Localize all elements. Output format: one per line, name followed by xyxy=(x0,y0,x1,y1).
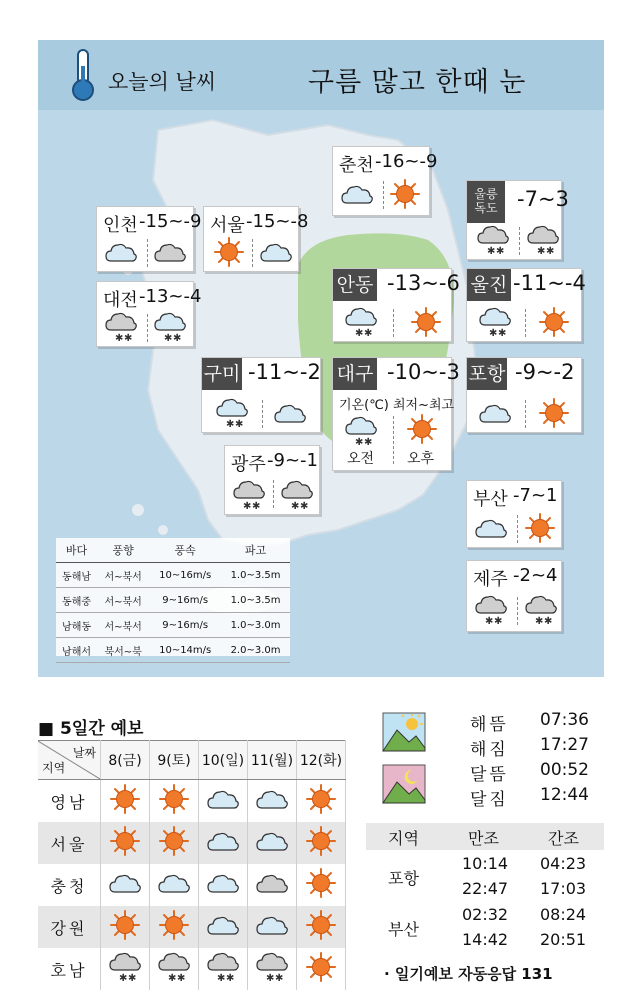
sea-cell: 1.0~3.5m xyxy=(221,563,290,588)
sunrise-time: 07:36 xyxy=(540,710,589,730)
forecast-cell xyxy=(101,906,150,948)
sun-icon xyxy=(407,414,437,444)
snow-cloud-icon xyxy=(345,305,377,339)
city-name: 광주 xyxy=(231,454,266,475)
forecast-cell xyxy=(297,780,346,823)
tide-header: 지역 xyxy=(388,829,419,848)
sun-icon xyxy=(159,826,189,856)
sea-header: 파고 xyxy=(221,538,290,563)
sea-cell: 10~16m/s xyxy=(149,563,221,588)
snow-cloud-icon xyxy=(345,414,377,448)
sun-icon xyxy=(525,513,555,543)
forecast-cell xyxy=(150,948,199,990)
sea-cell: 1.0~3.0m xyxy=(221,613,290,638)
partly-cloudy-icon xyxy=(105,237,137,267)
tide-high-time: 02:32 xyxy=(462,905,509,924)
snow-cloud-icon xyxy=(527,223,559,257)
sun-icon xyxy=(306,868,336,898)
temp-range: -9~-1 xyxy=(267,450,318,471)
city-tag: 대구 xyxy=(333,358,377,390)
snow-cloud-icon xyxy=(477,223,509,257)
forecast-cell xyxy=(150,864,199,906)
forecast-cell xyxy=(199,948,248,990)
temp-range: -7~1 xyxy=(513,485,558,506)
sun-icon xyxy=(110,910,140,940)
sun-icon xyxy=(110,826,140,856)
city-card-ulleung-dokdo xyxy=(466,180,569,260)
day-header: 12(화) xyxy=(297,741,346,780)
forecast-cell xyxy=(248,948,297,990)
table-row xyxy=(56,613,290,638)
tide-region-busan: 부산 xyxy=(388,920,419,939)
city-tag: 울진 xyxy=(467,269,511,301)
partly-cloudy-icon xyxy=(207,868,239,898)
region-label: 강원 xyxy=(38,906,101,948)
forecast-cell xyxy=(297,906,346,948)
day-header: 9(토) xyxy=(150,741,199,780)
table-row xyxy=(56,588,290,613)
city-tag: 구미 xyxy=(202,358,242,390)
partly-cloudy-icon xyxy=(256,784,288,814)
city-name: 부산 xyxy=(473,489,508,510)
corner-date-label: 날짜 xyxy=(72,746,96,760)
forecast-cell xyxy=(297,948,346,990)
page-title: 오늘의 날씨 xyxy=(108,70,217,94)
forecast-cell xyxy=(101,864,150,906)
cloud-icon xyxy=(154,237,186,267)
tide-low-time: 17:03 xyxy=(540,879,587,898)
temp-range: -7~3 xyxy=(517,187,569,211)
forecast-cell xyxy=(199,822,248,864)
table-row xyxy=(56,563,290,588)
forecast-row-honam xyxy=(38,948,346,990)
city-card-uljin xyxy=(466,268,586,342)
sea-cell: 2.0~3.0m xyxy=(221,638,290,663)
partly-cloudy-icon xyxy=(260,237,292,267)
city-card-pohang xyxy=(466,357,582,433)
snow-cloud-icon xyxy=(158,950,190,984)
thermometer-icon xyxy=(70,48,96,102)
snow-cloud-icon xyxy=(281,478,313,512)
temp-range: -2~4 xyxy=(513,565,558,586)
sea-cell: 남해서 xyxy=(56,638,97,663)
sun-icon xyxy=(159,784,189,814)
moonrise-mountain-icon xyxy=(382,764,426,804)
city-name: 서울 xyxy=(210,215,245,236)
snow-cloud-icon xyxy=(256,950,288,984)
partly-cloudy-icon xyxy=(207,826,239,856)
city-tag: 안동 xyxy=(333,269,377,301)
snow-cloud-icon xyxy=(479,305,511,339)
city-name: 제주 xyxy=(473,569,508,590)
partly-cloudy-icon xyxy=(341,179,373,209)
partly-cloudy-icon xyxy=(256,826,288,856)
forecast-cell xyxy=(199,906,248,948)
region-label: 영남 xyxy=(38,780,101,823)
city-card-gumi xyxy=(201,357,321,433)
forecast-cell xyxy=(199,864,248,906)
sea-cell: 서~북서 xyxy=(97,563,149,588)
forecast-cell xyxy=(248,822,297,864)
city-card-chuncheon xyxy=(332,146,438,216)
day-header: 11(월) xyxy=(248,741,297,780)
sea-cell: 1.0~3.5m xyxy=(221,588,290,613)
forecast-cell xyxy=(297,822,346,864)
forecast-cell xyxy=(150,780,199,823)
sun-icon xyxy=(159,910,189,940)
temp-range: -15~-8 xyxy=(246,211,309,232)
snow-cloud-icon xyxy=(525,593,557,627)
sunset-time: 17:27 xyxy=(540,735,589,755)
city-card-jeju xyxy=(466,560,562,632)
city-card-busan xyxy=(466,480,562,548)
tide-high-time: 14:42 xyxy=(462,930,509,949)
partly-cloudy-icon xyxy=(207,784,239,814)
city-card-daegu xyxy=(332,357,460,471)
am-label: 오전 xyxy=(347,451,375,467)
snow-cloud-icon xyxy=(216,396,248,430)
sun-icon xyxy=(306,784,336,814)
sea-cell: 북서~북 xyxy=(97,638,149,663)
sun-icon xyxy=(539,307,569,337)
forecast-cell xyxy=(101,822,150,864)
sea-cell: 동해남 xyxy=(56,563,97,588)
forecast-cell xyxy=(101,780,150,823)
sea-header: 풍향 xyxy=(97,538,149,563)
temp-range: -11~-2 xyxy=(248,360,321,384)
forecast-cell xyxy=(248,864,297,906)
sun-icon xyxy=(110,784,140,814)
snow-cloud-icon xyxy=(154,310,186,344)
tide-header: 만조 xyxy=(468,829,499,848)
sea-cell: 서~북서 xyxy=(97,613,149,638)
tide-high-time: 10:14 xyxy=(462,854,509,873)
sea-cell: 10~14m/s xyxy=(149,638,221,663)
city-tag: 포항 xyxy=(467,358,507,390)
forecast-header-row xyxy=(38,741,346,780)
forecast-cell xyxy=(150,822,199,864)
city-card-daejeon xyxy=(96,281,202,347)
snow-cloud-icon xyxy=(105,310,137,344)
partly-cloudy-icon xyxy=(256,910,288,940)
five-day-forecast-table xyxy=(38,740,346,990)
moonrise-time: 00:52 xyxy=(540,760,589,780)
temp-range: -11~-4 xyxy=(513,271,586,295)
sunrise-mountain-icon xyxy=(382,712,426,752)
snow-cloud-icon xyxy=(475,593,507,627)
temp-range: -10~-3 xyxy=(387,360,460,384)
forecast-cell xyxy=(150,906,199,948)
sea-header: 바다 xyxy=(56,538,97,563)
city-card-seoul xyxy=(203,206,309,272)
city-card-incheon xyxy=(96,206,202,272)
forecast-row-yeongnam xyxy=(38,780,346,823)
day-header: 10(일) xyxy=(199,741,248,780)
sea-conditions-table xyxy=(56,538,290,656)
tide-low-time: 04:23 xyxy=(540,854,587,873)
cloud-icon xyxy=(256,868,288,898)
temp-range: -13~-6 xyxy=(387,271,460,295)
sea-header: 풍속 xyxy=(149,538,221,563)
partly-cloudy-icon xyxy=(274,398,306,428)
corner-cell xyxy=(38,741,101,780)
city-name: 춘천 xyxy=(339,155,374,176)
forecast-cell xyxy=(297,864,346,906)
moonset-time: 12:44 xyxy=(540,785,589,805)
partly-cloudy-icon xyxy=(207,910,239,940)
sun-icon xyxy=(411,307,441,337)
snow-cloud-icon xyxy=(233,478,265,512)
city-name: 인천 xyxy=(103,215,138,236)
legend-label: 기온(℃) 최저~최고 xyxy=(339,398,455,413)
region-label: 서울 xyxy=(38,822,101,864)
temp-range: -13~-4 xyxy=(139,286,202,307)
partly-cloudy-icon xyxy=(158,868,190,898)
sunset-label: 해짐 xyxy=(470,740,509,760)
snow-cloud-icon xyxy=(109,950,141,984)
sea-cell: 동해중 xyxy=(56,588,97,613)
tide-low-time: 08:24 xyxy=(540,905,587,924)
sun-icon xyxy=(306,826,336,856)
sea-cell: 남해동 xyxy=(56,613,97,638)
forecast-row-gangwon xyxy=(38,906,346,948)
city-tag: 울릉 독도 xyxy=(467,181,505,223)
region-label: 충청 xyxy=(38,864,101,906)
sea-cell: 9~16m/s xyxy=(149,588,221,613)
day-header: 8(금) xyxy=(101,741,150,780)
region-label: 호남 xyxy=(38,948,101,990)
forecast-title: ■ 5일간 예보 xyxy=(38,719,144,739)
partly-cloudy-icon xyxy=(109,868,141,898)
corner-region-label: 지역 xyxy=(42,761,66,775)
forecast-row-chungcheong xyxy=(38,864,346,906)
city-card-gwangju xyxy=(224,445,320,515)
city-name: 대전 xyxy=(103,290,138,311)
temp-range: -9~-2 xyxy=(515,360,575,384)
sun-icon xyxy=(539,398,569,428)
sea-cell: 9~16m/s xyxy=(149,613,221,638)
sun-icon xyxy=(214,237,244,267)
tide-high-time: 22:47 xyxy=(462,879,509,898)
moonrise-label: 달뜸 xyxy=(470,765,509,785)
tide-header: 간조 xyxy=(548,829,579,848)
forecast-cell xyxy=(248,780,297,823)
temp-range: -16~-9 xyxy=(375,151,438,172)
temp-range: -15~-9 xyxy=(139,211,202,232)
snow-cloud-icon xyxy=(207,950,239,984)
partly-cloudy-icon xyxy=(475,513,507,543)
forecast-cell xyxy=(199,780,248,823)
city-card-andong xyxy=(332,268,460,342)
sun-icon xyxy=(306,952,336,982)
auto-response-footer: · 일기예보 자동응답 131 xyxy=(384,965,553,983)
sea-cell: 서~북서 xyxy=(97,588,149,613)
pm-label: 오후 xyxy=(407,451,435,467)
table-row xyxy=(56,638,290,663)
sunrise-label: 해뜸 xyxy=(470,715,509,735)
moonset-label: 달짐 xyxy=(470,790,509,810)
sun-icon xyxy=(390,179,420,209)
weather-condition-headline: 구름 많고 한때 눈 xyxy=(308,67,527,98)
partly-cloudy-icon xyxy=(479,398,511,428)
tide-region-pohang: 포항 xyxy=(388,869,419,888)
sea-header-row xyxy=(56,538,290,563)
sun-icon xyxy=(306,910,336,940)
forecast-cell xyxy=(248,906,297,948)
tide-low-time: 20:51 xyxy=(540,930,587,949)
forecast-row-seoul xyxy=(38,822,346,864)
forecast-cell xyxy=(101,948,150,990)
